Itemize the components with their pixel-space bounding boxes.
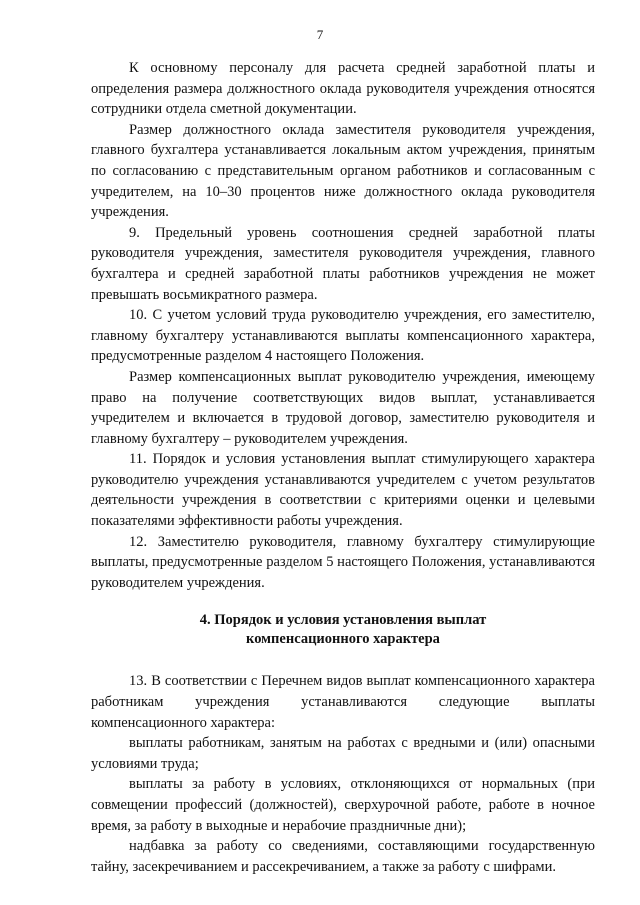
section-heading — [91, 611, 595, 649]
list-item-abnormal-conditions: выплаты за работу в условиях, отклоняющихся от нормальных (при совмещении профессий (должностей), сверхурочной работе, работе в ночное время, за работу в выходные и нерабочие праздничные дни); — [91, 776, 595, 834]
paragraph-item-10: 10. С учетом условий труда руководителю учреждения, его заместителю, главному бухгалтеру устанавливаются выплаты компенсационного характера, предусмотренные разделом 4 настоящего Положения. — [91, 307, 595, 365]
page-number: 7 — [316, 27, 324, 42]
paragraph-item-13: 13. В соответствии с Перечнем видов выплат компенсационного характера работникам учреждения устанавливаются следующие выплаты компенсационного характера: — [91, 673, 595, 731]
document-body — [91, 58, 595, 877]
section-heading-line-2: компенсационного характера — [246, 631, 440, 648]
list-item-state-secret-bonus: надбавка за работу со сведениями, составляющими государственную тайну, засекречиванием и рассекречиванием, а также за работу с шифрами. — [91, 838, 595, 875]
list-item-hazardous-work: выплаты работникам, занятым на работах с вредными и (или) опасными условиями труда; — [91, 735, 595, 772]
paragraph-item-9: 9. Предельный уровень соотношения средней заработной платы руководителя учреждения, заместителя руководителя учреждения, главного бухгалтера и средней заработной платы работников учреждения не может превышать восьмикратного размера. — [91, 224, 595, 303]
paragraph-main-staff: К основному персоналу для расчета средней заработной платы и определения размера должностного оклада руководителя учреждения относятся сотрудники отдела сметной документации. — [91, 60, 595, 118]
paragraph-compensation-size: Размер компенсационных выплат руководителю учреждения, имеющему право на получение соответствующих видов выплат, устанавливается учредителем и включается в трудовой договор, заместителю руководителя и главному бухгалтеру – руководителем учреждения. — [91, 368, 595, 447]
paragraph-deputy-salary: Размер должностного оклада заместителя руководителя учреждения, главного бухгалтера устанавливается локальным актом учреждения, принятым по согласованию с представительным органом работников и согласованным с учредителем, на 10–30 процентов ниже должностного оклада руководителя учреждения. — [91, 121, 595, 221]
paragraph-item-11: 11. Порядок и условия установления выплат стимулирующего характера руководителю учреждения устанавливаются учредителем с учетом результатов деятельности учреждения в соответствии с критериями оценки и целевыми показателями эффективности работы учреждения. — [91, 451, 595, 530]
section-heading-line-1: 4. Порядок и условия установления выплат — [199, 612, 487, 629]
paragraph-item-12: 12. Заместителю руководителя, главному бухгалтеру стимулирующие выплаты, предусмотренные разделом 5 настоящего Положения, устанавливаются руководителем учреждения. — [91, 533, 595, 591]
